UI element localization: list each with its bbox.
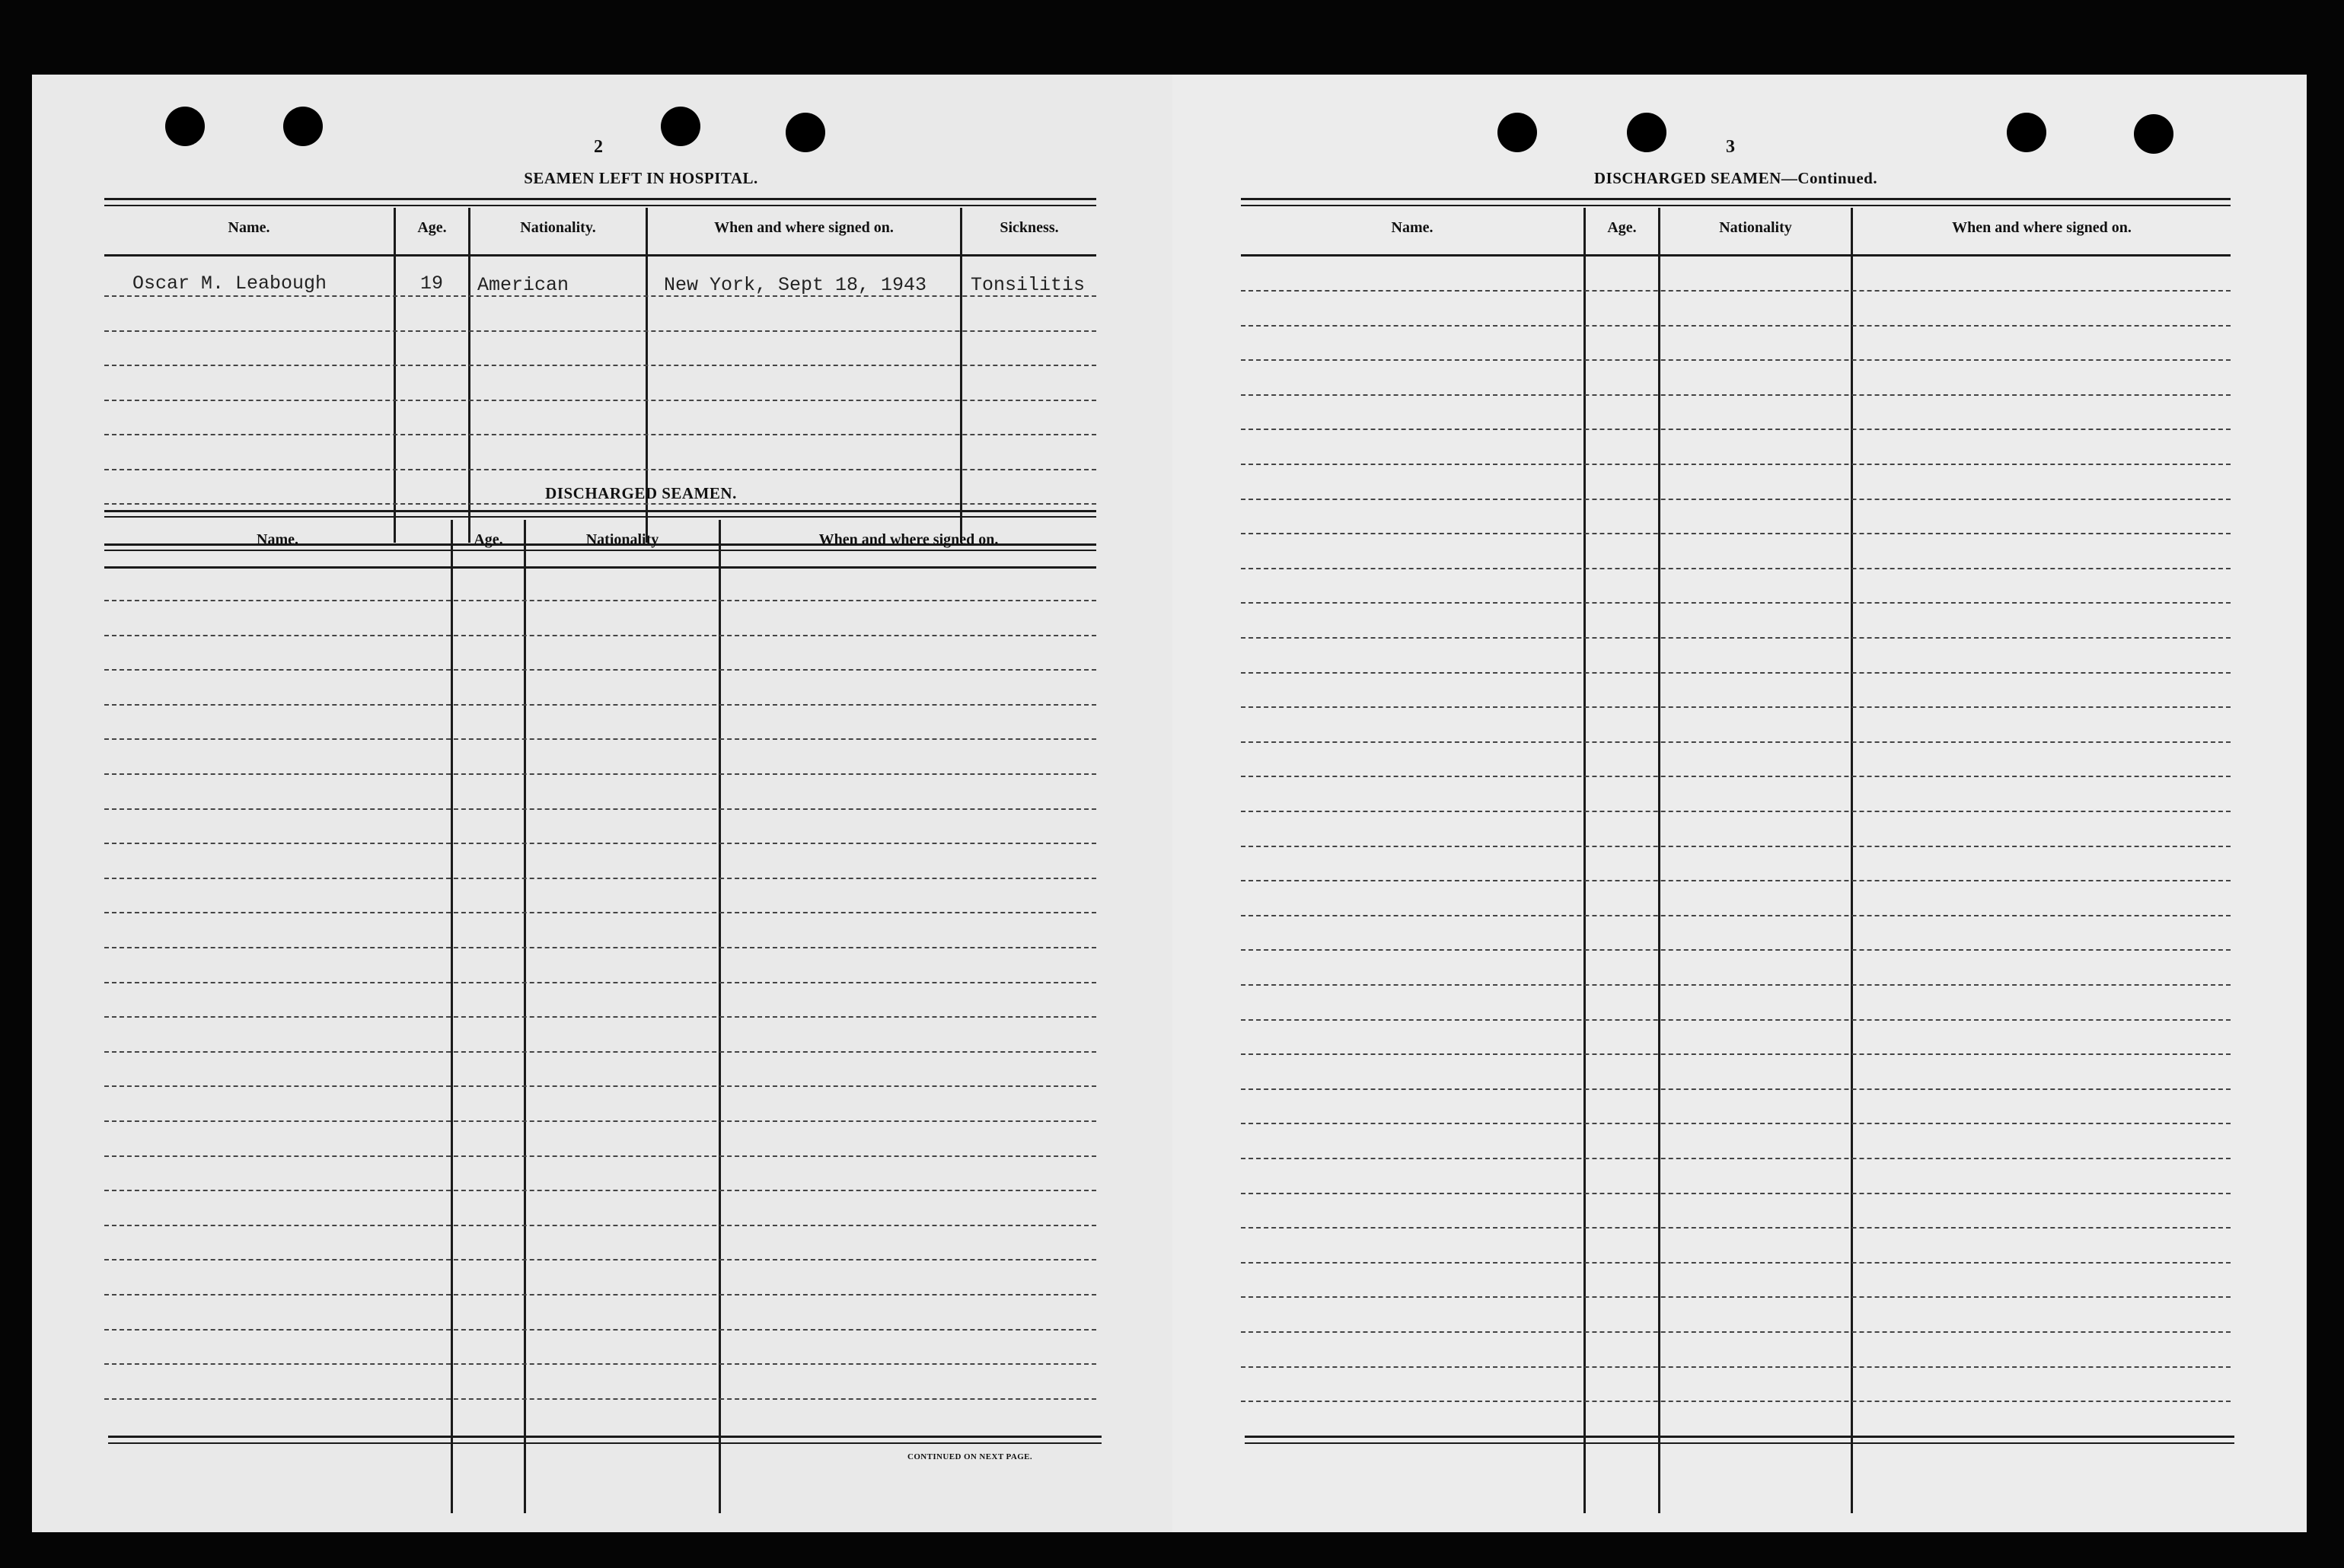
- ruled-line: [104, 1120, 1096, 1122]
- col-header-name: Name.: [1391, 219, 1434, 236]
- ruled-line: [1241, 464, 2231, 465]
- ruled-line: [104, 982, 1096, 983]
- ruled-line: [1241, 915, 2231, 916]
- ruled-line: [1241, 949, 2231, 951]
- col-header-sickness: Sickness.: [1000, 219, 1059, 236]
- col-header-age: Age.: [417, 219, 447, 236]
- ruled-line: [104, 912, 1096, 913]
- punch-hole: [1497, 113, 1537, 152]
- ruled-line: [104, 400, 1096, 401]
- ruled-line: [104, 365, 1096, 366]
- ruled-line: [104, 469, 1096, 470]
- ruled-line: [1241, 1227, 2231, 1229]
- ruled-line: [104, 1051, 1096, 1053]
- page-number: 2: [594, 137, 603, 157]
- ruled-line: [1241, 1366, 2231, 1368]
- ruled-line: [104, 1190, 1096, 1191]
- ruled-line: [1241, 1123, 2231, 1124]
- ruled-line: [104, 1225, 1096, 1226]
- ruled-line: [1241, 880, 2231, 881]
- page-number: 3: [1726, 137, 1735, 157]
- ruled-line: [104, 434, 1096, 435]
- ruled-line: [1241, 984, 2231, 986]
- col-header-nationality: Nationality: [1719, 219, 1792, 236]
- ruled-line: [1241, 846, 2231, 847]
- ruled-line: [104, 808, 1096, 810]
- continued-footnote: CONTINUED ON NEXT PAGE.: [907, 1452, 1033, 1461]
- ruled-line: [1241, 1019, 2231, 1021]
- punch-hole: [786, 113, 825, 152]
- punch-hole: [2134, 114, 2173, 154]
- col-header-nationality: Nationality.: [520, 219, 596, 236]
- col-header-name: Name.: [257, 531, 298, 548]
- ruled-line: [104, 1294, 1096, 1296]
- ruled-line: [104, 1329, 1096, 1331]
- ruled-line: [104, 295, 1096, 297]
- col-header-age: Age.: [1607, 219, 1637, 236]
- ruled-line: [104, 704, 1096, 706]
- col-header-signed-on: When and where signed on.: [714, 219, 894, 236]
- ruled-line: [1241, 706, 2231, 708]
- ruled-line: [104, 635, 1096, 636]
- hospital-cell-signed-on: New York, Sept 18, 1943: [664, 274, 927, 296]
- ruled-line: [1241, 637, 2231, 639]
- ruled-line: [1241, 325, 2231, 327]
- ruled-line: [1241, 811, 2231, 812]
- ruled-line: [104, 1155, 1096, 1157]
- ruled-line: [104, 738, 1096, 740]
- ruled-line: [1241, 568, 2231, 569]
- ruled-line: [1241, 394, 2231, 396]
- ruled-line: [1241, 1158, 2231, 1159]
- ruled-line: [1241, 1088, 2231, 1090]
- ruled-line: [1241, 429, 2231, 430]
- discharged-section-title: DISCHARGED SEAMEN.: [545, 484, 737, 502]
- ruled-line: [104, 1085, 1096, 1087]
- col-header-name: Name.: [228, 219, 270, 236]
- ruled-line: [104, 503, 1096, 505]
- ruled-line: [104, 1398, 1096, 1400]
- ruled-line: [1241, 1053, 2231, 1055]
- hospital-cell-sickness: Tonsilitis: [971, 274, 1086, 296]
- ruled-line: [104, 669, 1096, 671]
- ruled-line: [1241, 1401, 2231, 1402]
- ruled-line: [104, 1363, 1096, 1365]
- right-page: [1172, 75, 2307, 1532]
- discharged-continued-title: DISCHARGED SEAMEN—Continued.: [1593, 169, 1878, 187]
- hospital-cell-nationality: American: [477, 274, 569, 296]
- ruled-line: [1241, 602, 2231, 604]
- punch-hole: [661, 107, 700, 146]
- ruled-line: [104, 843, 1096, 844]
- ruled-line: [1241, 359, 2231, 361]
- ruled-line: [1241, 741, 2231, 743]
- ruled-line: [1241, 499, 2231, 500]
- ruled-line: [1241, 776, 2231, 777]
- ruled-line: [1241, 1193, 2231, 1194]
- hospital-section-title: SEAMEN LEFT IN HOSPITAL.: [524, 169, 758, 187]
- punch-hole: [2007, 113, 2046, 152]
- col-header-signed-on: When and where signed on.: [1952, 219, 2132, 236]
- ruled-line: [104, 1259, 1096, 1260]
- ruled-line: [1241, 672, 2231, 674]
- ruled-line: [1241, 533, 2231, 534]
- left-page: [32, 75, 1174, 1532]
- hospital-cell-age: 19: [420, 272, 444, 295]
- col-header-age: Age.: [474, 531, 503, 548]
- punch-hole: [283, 107, 323, 146]
- ruled-line: [104, 330, 1096, 332]
- ruled-line: [104, 773, 1096, 775]
- col-header-nationality: Nationality: [585, 531, 659, 548]
- ruled-line: [104, 600, 1096, 601]
- ruled-line: [1241, 1296, 2231, 1298]
- ruled-line: [1241, 1262, 2231, 1264]
- ruled-line: [104, 878, 1096, 879]
- punch-hole: [165, 107, 205, 146]
- ruled-line: [1241, 290, 2231, 292]
- col-header-signed-on: When and where signed on.: [818, 531, 999, 548]
- ruled-line: [1241, 1331, 2231, 1333]
- hospital-cell-name: Oscar M. Leabough: [132, 272, 327, 295]
- ruled-line: [104, 947, 1096, 948]
- punch-hole: [1627, 113, 1666, 152]
- ruled-line: [104, 1016, 1096, 1018]
